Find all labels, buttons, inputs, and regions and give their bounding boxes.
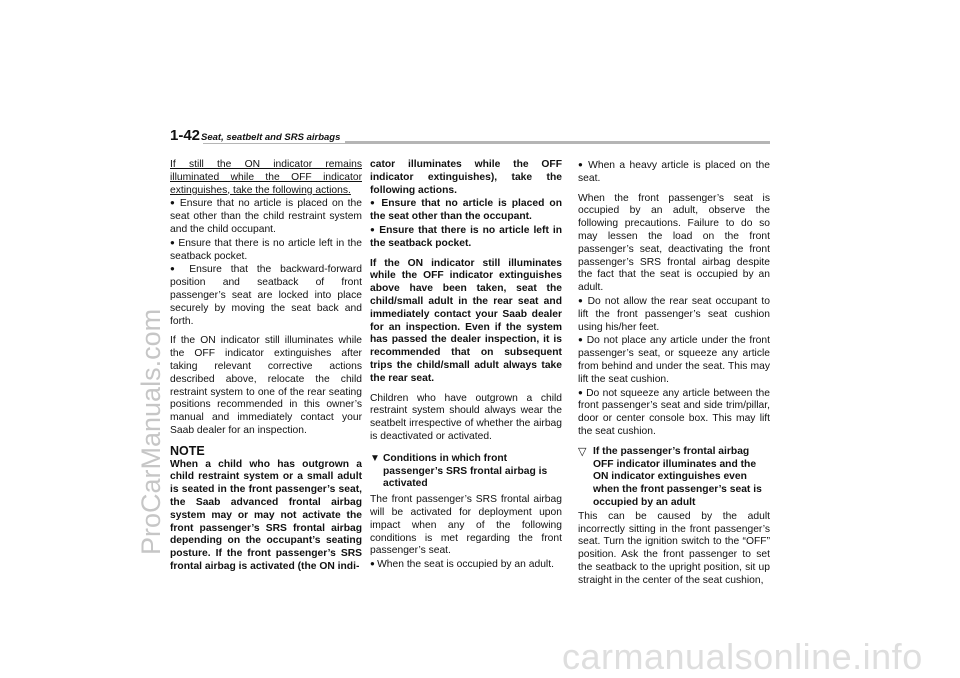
conditions-heading: [370, 453, 562, 491]
paragraph: The front passenger’s SRS frontal airbag will be activated for deployment upon impact when any of the following conditions is met regarding the front passenger’s seat.: [370, 494, 562, 557]
bullet-item: ● Ensure that no article is placed on the seat other than the child restraint system and the child occupant.: [170, 197, 362, 236]
note-text-continued: cator illuminates while the OFF indicator extinguishes), take the following actions.: [370, 159, 562, 196]
bullet-item: ● Do not squeeze any article between the front passenger’s seat and side trim/pillar, door or center console box. This may lift the seat cushion.: [578, 387, 770, 439]
bullet-item: ● Do not place any article under the front passenger’s seat, or squeeze any article from behind and under the seat. This may lift the seat cushion.: [578, 334, 770, 386]
triangle-down-icon: ▼: [370, 452, 380, 464]
section-title: Seat, seatbelt and SRS airbags: [201, 132, 345, 143]
bullet-item: ● Do not allow the rear seat occupant to lift the front passenger’s seat cushion using his/her feet.: [578, 295, 770, 334]
bullet-item: ● When a heavy article is placed on the seat.: [578, 159, 770, 186]
paragraph: This can be caused by the adult incorrectly sitting in the front passenger’s seat. Turn the ignition switch to the “OFF” position. Ask the front passenger to set the seatback to the upright position, sit up straight in the center of the seat cushion,: [578, 510, 770, 586]
heading-text: Conditions in which front passenger’s SRS frontal airbag is activated: [383, 452, 548, 490]
bullet-item: ● Ensure that there is no article left in the seatback pocket.: [370, 224, 562, 251]
triangle-outline-icon: ▽: [578, 445, 587, 458]
bullet-item: ● Ensure that no article is placed on the seat other than the occupant.: [370, 197, 562, 224]
subheading-text: If the passenger’s frontal airbag OFF indicator illuminates and the ON indicator extinguishes even when the front passenger’s seat is occupied by an adult: [593, 445, 762, 508]
bullet-item: ● When the seat is occupied by an adult.: [370, 558, 562, 572]
paragraph: When the front passenger’s seat is occupied by an adult, observe the following precautions. Failure to do so may lessen the load on the front passenger’s seat, deactivating the front passenger’s SRS frontal airbag despite the fact that the seat is occupied by an adult.: [578, 192, 770, 294]
text-column-3: [578, 159, 770, 588]
indicator-subheading: [578, 446, 770, 510]
bullet-item: ● Ensure that the backward-forward position and seatback of front passenger’s seat are locked into place securely by moving the seat back and forth.: [170, 263, 362, 328]
paragraph: If the ON indicator still illuminates while the OFF indicator extinguishes after taking relevant corrective actions described above, relocate the child restraint system to one of the rear seating positions recommended in this owner’s manual and immediately contact your Saab dealer for an inspection.: [170, 335, 362, 436]
page-number: 1-42: [170, 127, 203, 144]
bold-paragraph: If the ON indicator still illuminates while the OFF indicator extinguishes above have been taken, seat the child/small adult in the rear seat and immediately contact your Saab dealer for an inspection. Even if the system has passed the dealer inspection, it is recommended that on subsequent trips the child/small adult always take the rear seat.: [370, 257, 562, 384]
note-heading: NOTE: [170, 443, 205, 458]
text-column-2: [370, 159, 562, 572]
paragraph: Children who have outgrown a child restraint system should always wear the seatbelt irrespective of whether the airbag is deactivated or activated.: [370, 392, 562, 442]
bottom-watermark: carmanualsonline.info: [562, 636, 923, 677]
text-column-1: [170, 159, 362, 574]
side-watermark: ProCarManuals.com: [136, 308, 166, 555]
bullet-item: ● Ensure that there is no article left in the seatback pocket.: [170, 237, 362, 264]
note-text: When a child who has outgrown a child restraint system or a small adult is seated in the front passenger’s seat, the Saab advanced frontal airbag system may or may not activate the front passenger’s SRS frontal airbag depending on the occupant’s seating posture. If the front passenger’s SRS frontal airbag is activated (the ON indi-: [170, 458, 362, 572]
intro-underlined: If still the ON indicator remains illuminated while the OFF indicator extinguishes, take the following actions.: [170, 159, 362, 196]
